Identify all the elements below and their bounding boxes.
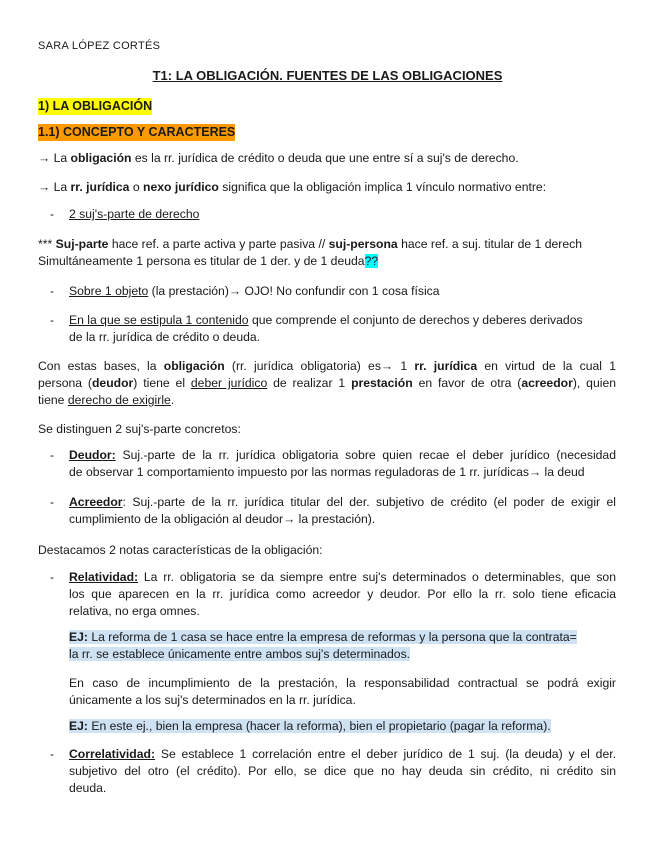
bullet-dash: -: [50, 570, 55, 584]
paragraph-rr-juridica: → La rr. jurídica o nexo jurídico significa que la obligación implica 1 vínculo normativo entre:: [38, 180, 547, 194]
paragraph-definicion: Con estas bases, la obligación (rr. jurídica obligatoria) es→ 1 rr. jurídica en virtud de la cual 1: [38, 359, 616, 373]
list-item-relatividad: Relatividad: La rr. obligatoria se da siempre entre suj's determinados o determinables, que son: [69, 570, 616, 584]
example-line: EJ: La reforma de 1 casa se hace entre la empresa de reformas y la persona que la contrata=: [69, 630, 577, 644]
bullet-dash: -: [50, 313, 55, 327]
list-item-acreedor-line2: cumplimiento de la obligación al deudor→ la prestación).: [69, 512, 376, 526]
example-line2: la rr. se establece únicamente entre ambos suj's determinados.: [69, 647, 411, 661]
list-item-relatividad-line2: los que aparecen en la rr. jurídica como acreedor y deudor. Por ello la rr. solo tiene eficacia: [69, 587, 616, 601]
list-item: Sobre 1 objeto (la prestación)→ OJO! No confundir con 1 cosa física: [69, 284, 440, 298]
paragraph-suj-parte: *** Suj-parte hace ref. a parte activa y parte pasiva // suj-persona hace ref. a suj. titular de 1 derech: [38, 237, 582, 251]
list-item: En la que se estipula 1 contenido que comprende el conjunto de derechos y deberes derivados: [69, 313, 583, 327]
subsection-heading: 1.1) CONCEPTO Y CARACTERES: [38, 125, 236, 139]
paragraph-notas: Destacamos 2 notas características de la obligación:: [38, 543, 323, 557]
paragraph-obligacion: → La obligación es la rr. jurídica de crédito o deuda que une entre sí a suj's de derecho.: [38, 151, 519, 165]
section-heading: 1) LA OBLIGACIÓN: [38, 99, 153, 113]
list-item-line2: de la rr. jurídica de crédito o deuda.: [69, 330, 261, 344]
paragraph-incumplimiento: En caso de incumplimiento de la prestación, la responsabilidad contractual se podrá exigir: [69, 676, 616, 690]
bullet-dash: -: [50, 448, 55, 462]
page-title: T1: LA OBLIGACIÓN. FUENTES DE LAS OBLIGACIONES: [152, 68, 503, 83]
arrow-icon: →: [38, 180, 51, 194]
example-line: EJ: En este ej., bien la empresa (hacer la reforma), bien el propietario (pagar la reforma).: [69, 719, 551, 733]
list-item-deudor-line2: de observar 1 comportamiento impuesto por las normas reguladoras de 1 rr. jurídicas→ la deud: [69, 465, 585, 479]
list-item-correlatividad-line2: subjetivo del otro (el crédito). Por ello, se dice que no hay deuda sin crédito, ni crédito sin: [69, 764, 616, 778]
bullet-dash: -: [50, 747, 55, 761]
paragraph-sujetos: Se distinguen 2 suj's-parte concretos:: [38, 422, 241, 436]
list-item-deudor: Deudor: Suj.-parte de la rr. jurídica obligatoria sobre quien recae el deber jurídico (necesidad: [69, 448, 616, 462]
bullet-dash: -: [50, 495, 55, 509]
list-item-acreedor: Acreedor: Suj.-parte de la rr. jurídica titular del der. subjetivo de crédito (el poder de exigir el: [69, 495, 616, 509]
list-item: 2 suj's-parte de derecho: [69, 207, 200, 221]
bullet-dash: -: [50, 284, 55, 298]
list-item-correlatividad-line3: deuda.: [69, 781, 107, 795]
highlight-question: ??: [364, 254, 379, 268]
list-item-relatividad-line3: relativa, no erga omnes.: [69, 604, 200, 618]
paragraph-definicion-line3: tiene derecho de exigirle.: [38, 393, 175, 407]
paragraph-definicion-line2: persona (deudor) tiene el deber jurídico de realizar 1 prestación en favor de otra (acreedor), quien: [38, 376, 616, 390]
paragraph-suj-parte-line2: Simultáneamente 1 persona es titular de 1 der. y de 1 deuda??: [38, 254, 379, 268]
bullet-dash: -: [50, 207, 55, 221]
paragraph-incumplimiento-line2: únicamente a los suj's determinados en la rr. jurídica.: [69, 693, 356, 707]
arrow-icon: →: [38, 151, 51, 165]
author-name: SARA LÓPEZ CORTÉS: [38, 40, 161, 52]
list-item-correlatividad: Correlatividad: Se establece 1 correlación entre el deber jurídico de 1 suj. (la deuda) y el der.: [69, 747, 616, 761]
